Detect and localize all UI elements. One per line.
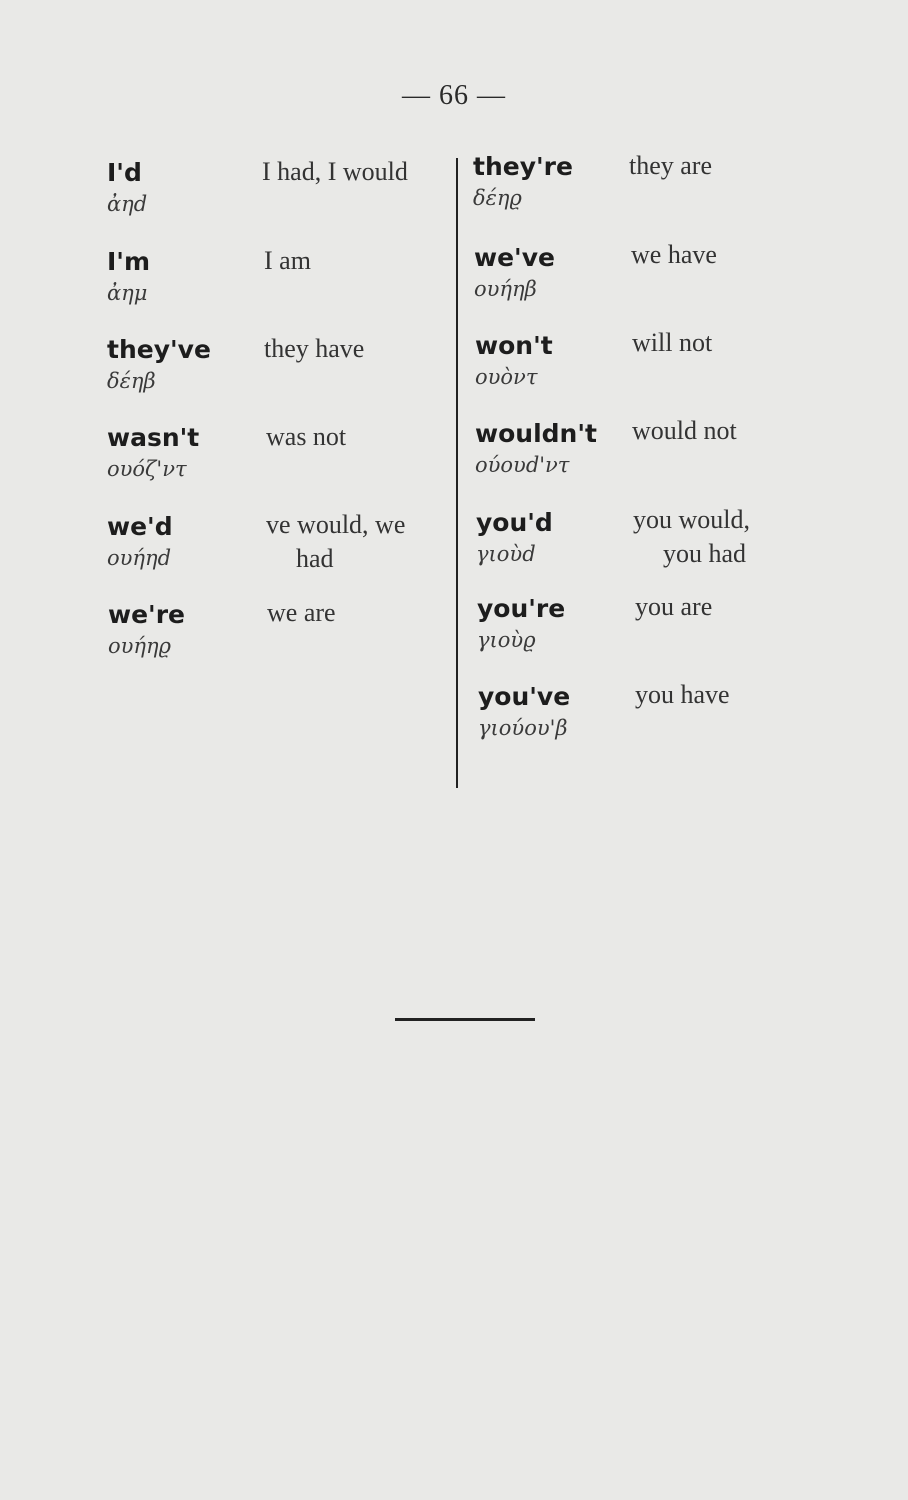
- end-rule: [395, 1018, 535, 1021]
- entry-meaning: [631, 238, 717, 272]
- entry-pronunciation: ουόζ'ντ: [107, 457, 187, 481]
- entry-meaning: [262, 155, 408, 189]
- entry-right-5: [477, 594, 565, 654]
- meaning-line: was not: [266, 422, 347, 451]
- entry-word: we've: [474, 243, 555, 272]
- entry-meaning: [267, 596, 336, 630]
- meaning-line: they are: [629, 151, 713, 180]
- entry-pronunciation: γιούου'β: [478, 716, 568, 740]
- entry-pronunciation: δέηβ: [107, 369, 156, 393]
- meaning-line: you are: [635, 592, 713, 621]
- entry-pronunciation: γιοὺd: [476, 542, 536, 566]
- entry-pronunciation: ἀημ: [107, 281, 148, 305]
- entry-meaning: [266, 420, 346, 454]
- entry-right-1: [474, 243, 555, 303]
- entry-word: I'd: [107, 158, 142, 187]
- entry-word: they're: [473, 152, 573, 181]
- entry-right-4: [476, 508, 553, 568]
- entry-left-3: [107, 423, 199, 483]
- entry-pronunciation: ουὸντ: [475, 365, 538, 389]
- entry-meaning: [266, 508, 405, 576]
- entry-right-3: [475, 419, 597, 479]
- entry-word: won't: [475, 331, 553, 360]
- meaning-line: had: [296, 544, 334, 573]
- entry-pronunciation: ουήηβ: [474, 277, 537, 301]
- entry-meaning: [635, 678, 730, 712]
- entry-pronunciation: ούουd'ντ: [475, 453, 570, 477]
- entry-word: wasn't: [107, 423, 200, 452]
- entry-word: you've: [478, 682, 571, 711]
- page-number: — 66 —: [402, 80, 506, 111]
- meaning-line: we have: [631, 240, 717, 269]
- meaning-line: ve would, we: [266, 510, 406, 539]
- entry-meaning: [264, 332, 364, 366]
- meaning-line: I had, I would: [262, 157, 408, 186]
- column-divider: [456, 158, 458, 788]
- entry-meaning: [264, 244, 311, 278]
- entry-left-5: [108, 600, 185, 660]
- entry-left-2: [107, 335, 211, 395]
- entry-word: you're: [477, 594, 566, 623]
- entry-right-6: [478, 682, 570, 742]
- entry-meaning: [632, 326, 712, 360]
- entry-left-1: [107, 247, 150, 307]
- entry-word: we'd: [107, 512, 173, 541]
- entry-pronunciation: δέηϱ: [473, 186, 522, 210]
- entry-meaning: [629, 149, 712, 183]
- meaning-line: I am: [264, 246, 311, 275]
- entry-word: we're: [108, 600, 185, 629]
- entry-pronunciation: ουήηd: [107, 546, 172, 570]
- meaning-line: you have: [635, 680, 730, 709]
- meaning-line: would not: [632, 416, 737, 445]
- meaning-line: will not: [632, 328, 713, 357]
- entry-meaning: [635, 590, 712, 624]
- entry-meaning: [632, 414, 737, 448]
- entry-word: they've: [107, 335, 211, 364]
- entry-left-0: [107, 158, 147, 218]
- entry-right-2: [475, 331, 553, 391]
- entry-right-0: [473, 152, 573, 212]
- meaning-line: they have: [264, 334, 365, 363]
- entry-word: you'd: [476, 508, 553, 537]
- entry-pronunciation: ουήηϱ: [108, 634, 171, 658]
- meaning-line: you had: [663, 539, 747, 568]
- entry-left-4: [107, 512, 173, 572]
- entry-word: I'm: [107, 247, 151, 276]
- entry-word: wouldn't: [475, 419, 597, 448]
- meaning-line: we are: [267, 598, 336, 627]
- entry-meaning: [633, 503, 750, 571]
- meaning-line: you would,: [633, 505, 750, 534]
- entry-pronunciation: ἀηd: [107, 192, 148, 216]
- entry-pronunciation: γιοὺϱ: [477, 628, 536, 652]
